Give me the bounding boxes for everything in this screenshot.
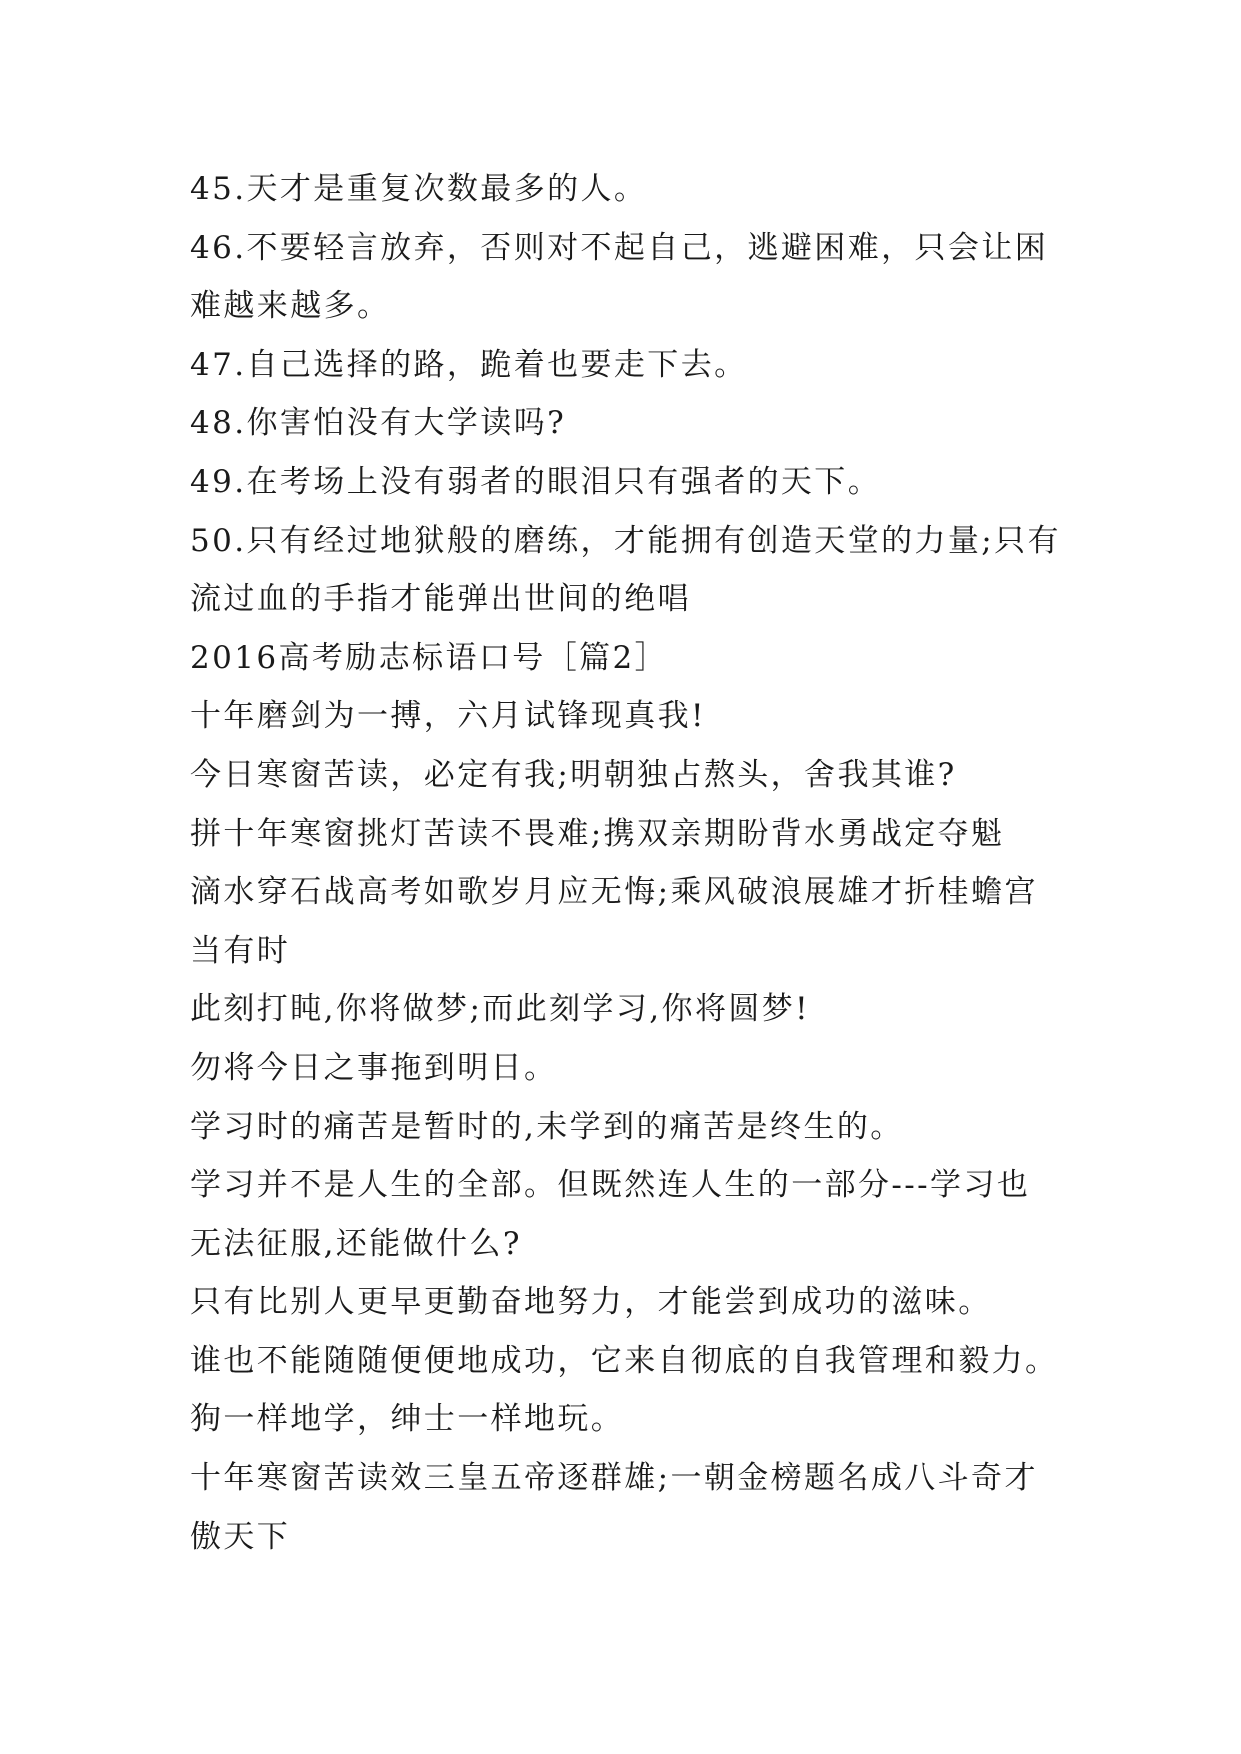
text-line: 学习时的痛苦是暂时的,未学到的痛苦是终生的。 — [190, 1108, 904, 1145]
text-line: 49.在考场上没有弱者的眼泪只有强者的天下。 — [190, 463, 882, 500]
text-line: 难越来越多。 — [190, 288, 391, 325]
document-body — [190, 160, 1090, 1566]
text-line: 当有时 — [190, 932, 291, 969]
text-line: 50.只有经过地狱般的磨练，才能拥有创造天堂的力量;只有 — [190, 522, 1061, 559]
text-line: 只有比别人更早更勤奋地努力，才能尝到成功的滋味。 — [190, 1284, 992, 1321]
text-line: 今日寒窗苦读，必定有我;明朝独占熬头，舍我其谁? — [190, 756, 957, 793]
section-heading: 2016高考励志标语口号［篇2］ — [190, 639, 669, 676]
text-line: 45.天才是重复次数最多的人。 — [190, 171, 648, 207]
text-line: 此刻打盹,你将做梦;而此刻学习,你将圆梦! — [190, 991, 811, 1028]
text-line: 傲天下 — [190, 1518, 291, 1555]
text-line: 滴水穿石战高考如歌岁月应无悔;乘风破浪展雄才折桂蟾宫 — [190, 874, 1038, 911]
text-line: 十年磨剑为一搏，六月试锋现真我! — [190, 698, 706, 735]
text-line: 无法征服,还能做什么? — [190, 1225, 522, 1262]
text-line: 学习并不是人生的全部。但既然连人生的一部分---学习也 — [190, 1167, 1031, 1204]
text-line: 46.不要轻言放弃，否则对不起自己，逃避困难，只会让困 — [190, 229, 1049, 266]
text-line: 谁也不能随随便便地成功，它来自彻底的自我管理和毅力。 — [190, 1342, 1059, 1379]
text-line: 勿将今日之事拖到明日。 — [190, 1049, 558, 1086]
text-line: 拼十年寒窗挑灯苦读不畏难;携双亲期盼背水勇战定夺魁 — [190, 815, 1005, 852]
text-line: 狗一样地学，绅士一样地玩。 — [190, 1401, 625, 1438]
text-line: 十年寒窗苦读效三皇五帝逐群雄;一朝金榜题名成八斗奇才 — [190, 1460, 1038, 1497]
text-line: 48.你害怕没有大学读吗? — [190, 405, 567, 442]
text-line: 流过血的手指才能弹出世间的绝唱 — [190, 581, 691, 618]
text-line: 47.自己选择的路，跪着也要走下去。 — [190, 346, 748, 383]
